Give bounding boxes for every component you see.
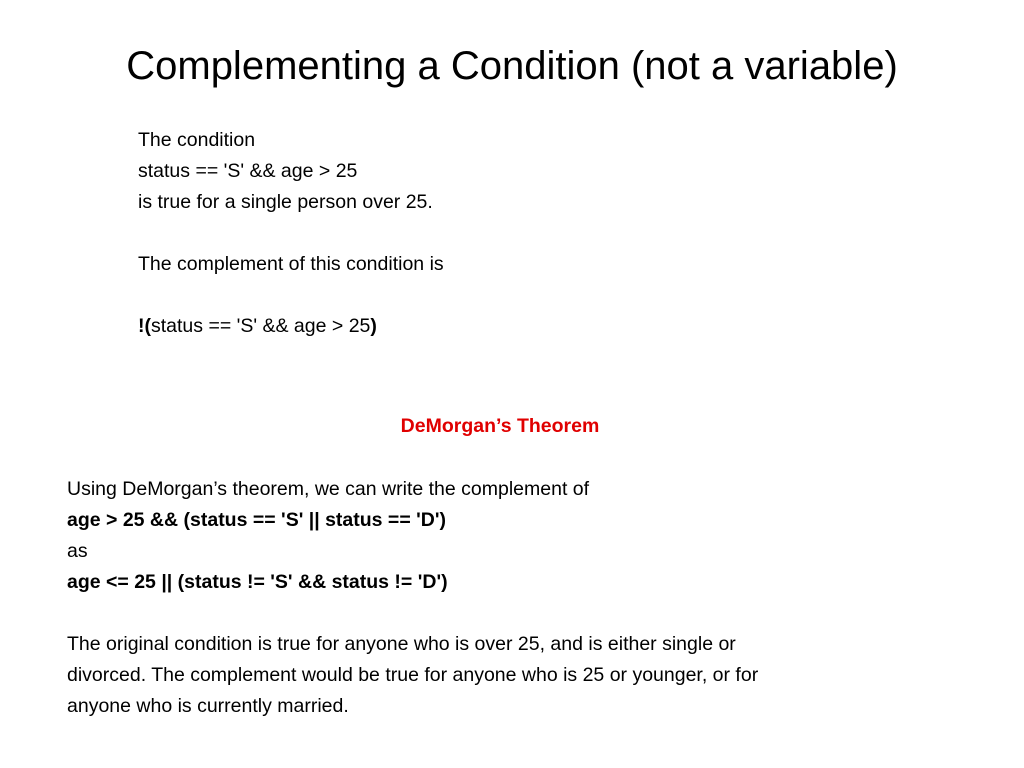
explanation-line-1: The original condition is true for anyone who is over 25, and is either single or [67, 633, 736, 655]
complement-inner-expr: status == 'S' && age > 25 [151, 315, 371, 337]
spacer [138, 218, 898, 249]
as-word: as [67, 540, 88, 562]
explanation-line-2: divorced. The complement would be true for anyone who is 25 or younger, or for [67, 664, 759, 686]
explanation-line-3: anyone who is currently married. [67, 695, 349, 717]
complement-expression [138, 311, 898, 342]
theorem-block [67, 474, 947, 722]
theorem-intro-line: Using DeMorgan’s theorem, we can write the complement of [67, 478, 590, 500]
original-expression: age > 25 && (status == 'S' || status == 'D') [67, 509, 446, 531]
intro-block [138, 125, 898, 342]
intro-line-complement-label: The complement of this condition is [138, 253, 444, 275]
complement-open-paren: !( [138, 315, 151, 337]
slide-title: Complementing a Condition (not a variable) [126, 44, 898, 88]
spacer [138, 280, 898, 311]
complement-close-paren: ) [370, 315, 377, 337]
spacer [67, 598, 947, 629]
intro-line-condition-meaning: is true for a single person over 25. [138, 191, 433, 213]
intro-line-condition-label: The condition [138, 129, 256, 151]
intro-line-condition-expr: status == 'S' && age > 25 [138, 160, 358, 182]
demorgan-heading: DeMorgan’s Theorem [400, 415, 600, 437]
complement-expression-demorgan: age <= 25 || (status != 'S' && status != 'D') [67, 571, 448, 593]
